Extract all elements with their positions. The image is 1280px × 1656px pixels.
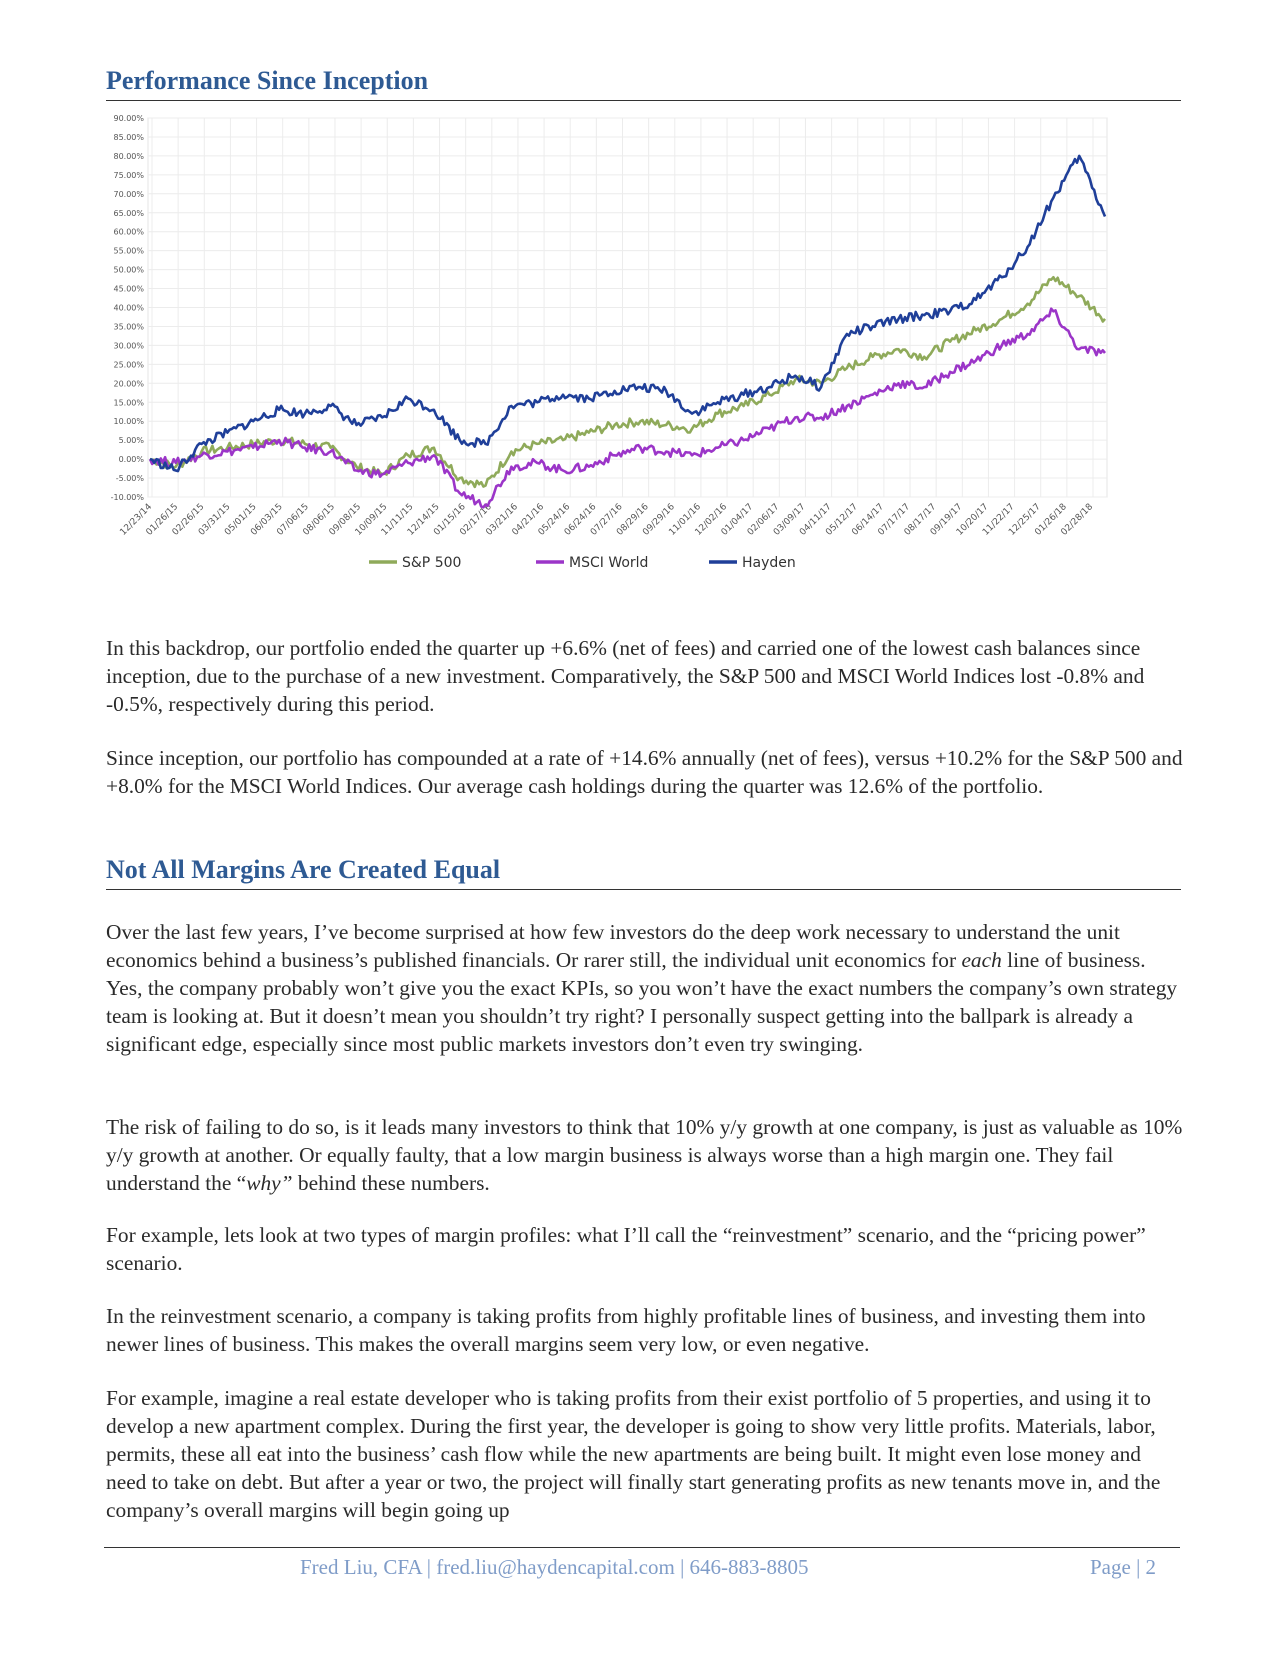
y-tick-label: 80.00% <box>113 151 144 161</box>
legend-label: MSCI World <box>569 555 649 571</box>
x-tick-label: 03/31/15 <box>196 502 233 538</box>
y-tick-label: 45.00% <box>113 284 144 294</box>
paragraph-margin-profiles: For example, lets look at two types of margin profiles: what I’ll call the “reinvestment” scenario, and the “pricing power” scenario. <box>106 1223 1146 1275</box>
paragraph-real-estate-example: For example, imagine a real estate developer who is taking profits from their exist portfolio of 5 properties, and using it to develop a new apartment complex. During the first year, the developer is going to show very little profits. Materials, labor, permits, these all eat into the business’ cash flow while the new apartments are being built. It might even lose money and need to take on debt. But after a year or two, the project will finally start generating profits as new tenants move in, and the company’s overall margins will begin going up <box>106 1386 1161 1522</box>
footer-divider <box>104 1547 1180 1548</box>
x-tick-label: 02/26/15 <box>170 502 207 538</box>
y-tick-label: 55.00% <box>113 246 144 256</box>
paragraph-backdrop: In this backdrop, our portfolio ended the quarter up +6.6% (net of fees) and carried one of the lowest cash balances since inception, due to the purchase of a new investment. Comparatively, the S&P 500 and MSCI World Indices lost -0.8% and -0.5%, respectively during this period. <box>106 636 1145 716</box>
y-tick-label: -10.00% <box>110 493 144 502</box>
x-tick-label: 05/24/16 <box>536 502 573 538</box>
x-tick-label: 04/21/16 <box>510 502 547 538</box>
x-tick-label: 09/08/15 <box>327 502 364 538</box>
x-tick-label: 10/09/15 <box>353 502 390 538</box>
section-heading-margins: Not All Margins Are Created Equal <box>106 853 1181 890</box>
y-tick-label: 85.00% <box>113 132 144 142</box>
paragraph-text: Over the last few years, I’ve become surprised at how few investors do the deep work necessary to understand the unit economics behind a business’s published financials. Or rarer still, the individual unit economics for <box>106 920 1120 972</box>
y-tick-label: 10.00% <box>113 417 144 427</box>
x-tick-label: 08/06/15 <box>301 502 338 538</box>
y-tick-label: 0.00% <box>118 455 144 465</box>
x-tick-label: 08/17/17 <box>902 502 939 538</box>
y-tick-label: 30.00% <box>113 341 144 351</box>
x-tick-label: 09/19/17 <box>928 502 965 538</box>
y-tick-label: 70.00% <box>113 189 144 199</box>
paragraph-text: The risk of failing to do so, is it leads many investors to think that 10% y/y growth at one company, is just as valuable as 10% y/y growth at another. Or equally faulty, that a low margin business is always worse than a high margin one. They fail understand the “ <box>106 1115 1183 1195</box>
y-tick-label: 75.00% <box>113 170 144 180</box>
emphasis-each: each <box>961 948 1002 972</box>
footer-page-number: Page | 2 <box>1090 1555 1157 1579</box>
x-tick-label: 06/14/17 <box>850 502 887 538</box>
x-tick-label: 12/02/16 <box>693 502 730 538</box>
y-tick-label: 50.00% <box>113 265 144 275</box>
x-tick-label: 07/17/17 <box>876 502 913 538</box>
x-tick-label: 04/11/17 <box>798 502 834 538</box>
paragraph-text: line of business. Yes, the company probably won’t give you the exact KPIs, so you won’t have the exact numbers the company’s own strategy team is looking at. But it doesn’t mean you shouldn’t try right? I personally suspect getting into the ballpark is already a significant edge, especially since most public markets investors don’t even try swinging. <box>106 948 1178 1056</box>
x-tick-label: 11/22/17 <box>981 502 1017 538</box>
x-tick-label: 01/04/17 <box>719 502 756 538</box>
x-tick-label: 05/12/17 <box>824 502 860 538</box>
x-tick-label: 03/09/17 <box>771 502 808 538</box>
x-tick-label: 10/20/17 <box>954 502 991 538</box>
x-tick-label: 12/23/14 <box>118 502 155 538</box>
y-tick-label: -5.00% <box>115 474 144 484</box>
paragraph-since-inception: Since inception, our portfolio has compounded at a rate of +14.6% annually (net of fees), versus +10.2% for the S&P 500 and +8.0% for the MSCI World Indices. Our average cash holdings during the quarter was 12.6% of the portfolio. <box>106 746 1183 798</box>
x-tick-label: 06/03/15 <box>249 502 285 538</box>
x-tick-label: 02/17/16 <box>458 502 494 538</box>
section-heading-performance: Performance Since Inception <box>106 64 1181 101</box>
x-tick-label: 02/06/17 <box>745 502 782 538</box>
paragraph-risk <box>106 1113 1186 1197</box>
x-tick-label: 12/14/15 <box>405 502 442 538</box>
y-tick-label: 90.00% <box>113 114 144 123</box>
y-tick-label: 5.00% <box>118 436 144 446</box>
x-tick-label: 05/01/15 <box>223 502 259 538</box>
emphasis-why: why” <box>246 1171 293 1195</box>
y-tick-label: 15.00% <box>113 398 144 408</box>
paragraph-unit-economics <box>106 918 1186 1058</box>
x-tick-label: 01/26/18 <box>1033 502 1069 538</box>
x-tick-label: 01/15/16 <box>432 502 468 538</box>
y-tick-label: 25.00% <box>113 360 144 370</box>
y-tick-label: 60.00% <box>113 227 144 237</box>
x-tick-label: 06/24/16 <box>562 502 599 538</box>
x-tick-label: 01/26/15 <box>144 502 181 538</box>
y-tick-label: 40.00% <box>113 303 144 313</box>
paragraph-text: behind these numbers. <box>292 1171 490 1195</box>
paragraph-reinvestment: In the reinvestment scenario, a company is taking profits from highly profitable lines of business, and investing them into newer lines of business. This makes the overall margins seem very low, or even negative. <box>106 1304 1146 1356</box>
footer-contact: Fred Liu, CFA | fred.liu@haydencapital.com | 646-883-8805 <box>300 1555 809 1579</box>
x-tick-label: 02/28/18 <box>1059 502 1096 538</box>
x-tick-label: 03/21/16 <box>484 502 521 538</box>
x-tick-label: 08/29/16 <box>615 502 651 538</box>
x-tick-label: 11/11/15 <box>379 502 416 538</box>
x-tick-label: 12/25/17 <box>1007 502 1043 538</box>
y-tick-label: 20.00% <box>113 379 144 389</box>
x-tick-label: 11/01/16 <box>667 502 704 538</box>
legend-label: Hayden <box>742 555 796 571</box>
y-tick-label: 65.00% <box>113 208 144 218</box>
legend-label: S&P 500 <box>402 555 462 571</box>
performance-line-chart <box>104 110 1184 610</box>
y-tick-label: 35.00% <box>113 322 144 332</box>
x-tick-label: 09/29/16 <box>641 502 677 538</box>
performance-chart <box>104 110 1184 610</box>
x-tick-label: 07/06/15 <box>275 502 311 538</box>
x-tick-label: 07/27/16 <box>588 502 625 538</box>
